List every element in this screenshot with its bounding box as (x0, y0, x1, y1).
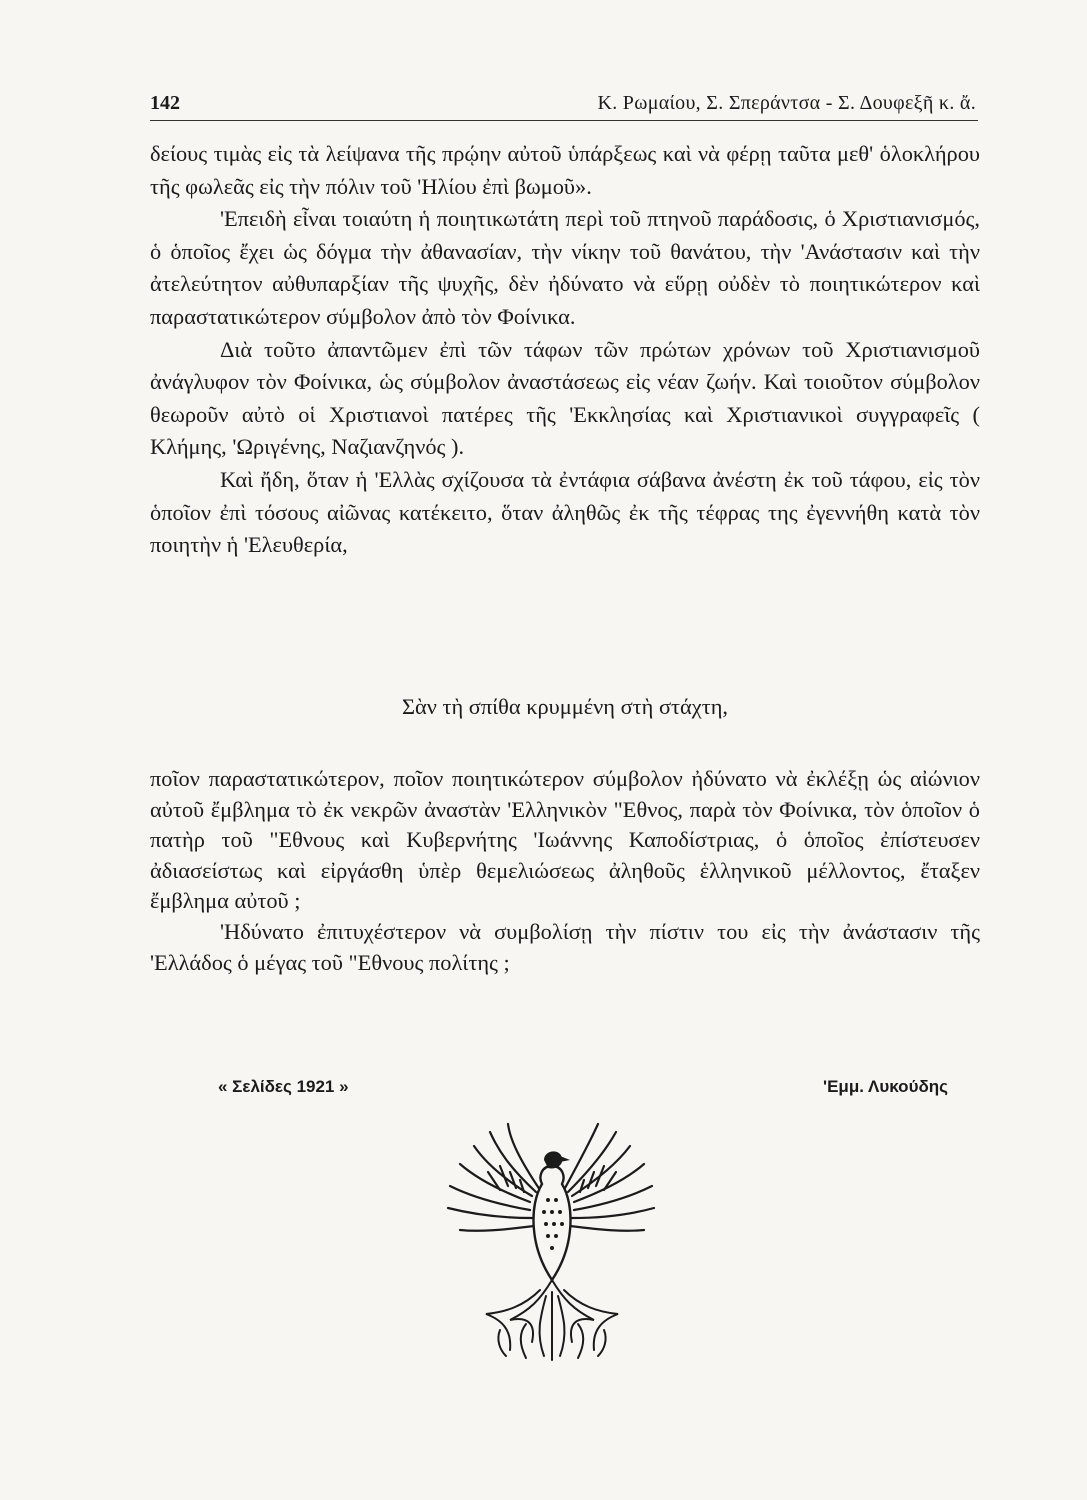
paragraph: 'Επειδὴ εἶναι τοιαύτη ἡ ποιητικωτάτη περὶ τοῦ πτηνοῦ παράδοσις, ὁ Χριστιανισμός, ὁ ὁποῖος ἔχει ὡς δόγμα τὴν ἀθανασίαν, τὴν νίκην τοῦ θανάτου, τὴν 'Ανάστασιν καὶ τὴν ἀτελεύτητον αὐθυπαρξίαν τῆς ψυχῆς, δὲν ἠδύνατο νὰ εὕρῃ οὐδὲν τὸ ποιητικώτερον καὶ παραστατικώτερον σύμβολον ἀπὸ τὸν Φοίνικα. (150, 206, 980, 329)
page-number: 142 (150, 92, 180, 114)
paragraph: ποῖον παραστατικώτερον, ποῖον ποιητικώτερον σύμβολον ἠδύνατο νὰ ἐκλέξῃ ὡς αἰώνιον αὐτοῦ ἔμβλημα τὸ ἐκ νεκρῶν ἀναστὰν 'Ελληνικὸν "Εθνος, παρὰ τὸν Φοίνικα, τὸν ὁποῖον ὁ πατὴρ τοῦ "Εθνους καὶ Κυβερνήτης 'Ιωάννης Καποδίστριας, ὁ ὁποῖος ἐπίστευσεν ἀδιασείστως καὶ εἰργάσθη ὑπὲρ θεμελιώσεως ἀληθοῦς ἑλληνικοῦ μέλλοντος, ἔταξεν ἔμβλημα αὐτοῦ ; (150, 766, 980, 914)
body-text-upper (150, 138, 980, 562)
author-name: 'Εμμ. Λυκούδης (823, 1077, 948, 1096)
paragraph: Διὰ τοῦτο ἀπαντῶμεν ἐπὶ τῶν τάφων τῶν πρώτων χρόνων τοῦ Χριστιανισμοῦ ἀνάγλυφον τὸν Φοίνικα, ὡς σύμβολον ἀναστάσεως εἰς νέαν ζωήν. Καὶ τοιοῦτον σύμβολον θεωροῦν αὐτὸ οἱ Χριστιανοὶ πατέρες τῆς 'Εκκλησίας καὶ Χριστιανικοὶ συγγραφεῖς ( Κλήμης, 'Ωριγένης, Ναζιανζηνός ). (150, 336, 980, 460)
paragraph: δείους τιμὰς εἰς τὰ λείψανα τῆς πρῴην αὐτοῦ ὑπάρξεως καὶ νὰ φέρῃ ταῦτα μεθ' ὁλοκλήρου τῆς φωλεᾶς εἰς τὴν πόλιν τοῦ 'Ηλίου ἐπὶ βωμοῦ». (150, 141, 980, 199)
paragraph: Καὶ ἤδη, ὅταν ἡ 'Ελλὰς σχίζουσα τὰ ἐντάφια σάβανα ἀνέστη ἐκ τοῦ τάφου, εἰς τὸν ὁποῖον ἐπὶ τόσους αἰῶνας κατέκειτο, ὅταν ἀληθῶς ἐκ τῆς τέφρας της ἐγεννήθη κατὰ τὸν ποιητὴν ἡ 'Ελευθερία, (150, 466, 980, 558)
paragraph: 'Ηδύνατο ἐπιτυχέστερον νὰ συμβολίσῃ τὴν πίστιν του εἰς τὴν ἀνάστασιν τῆς 'Ελλάδος ὁ μέγας τοῦ "Εθνους πολίτης ; (150, 918, 980, 975)
page-header (150, 86, 978, 121)
source-citation: « Σελίδες 1921 » (218, 1077, 349, 1096)
verse-line: Σὰν τὴ σπίθα κρυμμένη στὴ στάχτη, (401, 694, 729, 719)
phoenix-icon (440, 1120, 660, 1365)
body-text-lower (150, 764, 980, 978)
running-title: Κ. Ρωμαίου, Σ. Σπεράντσα - Σ. Δουφεξῆ κ. ἄ. (597, 92, 976, 114)
